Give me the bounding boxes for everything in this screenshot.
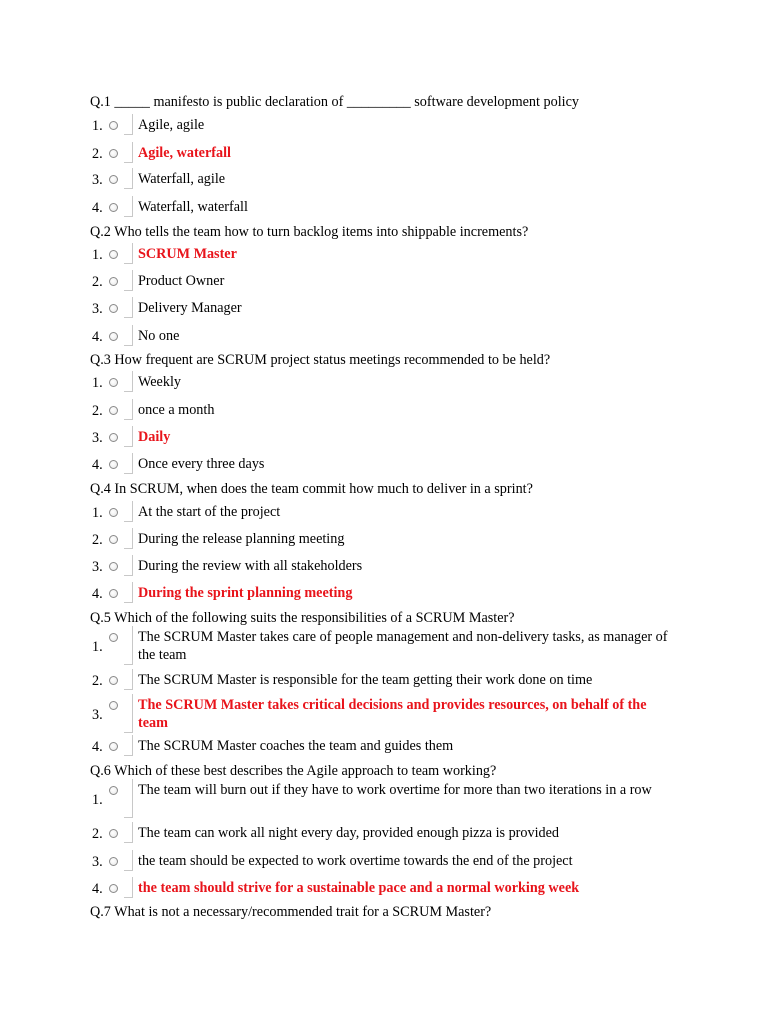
option-divider-tick bbox=[124, 263, 133, 264]
option-radio[interactable] bbox=[109, 857, 118, 866]
option-divider bbox=[132, 694, 133, 732]
question-text: Q.6 Which of these best describes the Agile approach to team working? bbox=[90, 763, 497, 779]
option-radio[interactable] bbox=[109, 406, 118, 415]
option-text: the team should be expected to work overtime towards the end of the project bbox=[138, 853, 573, 869]
option-divider-tick bbox=[124, 391, 133, 392]
option-text: Product Owner bbox=[138, 273, 225, 289]
option-divider bbox=[132, 243, 133, 263]
option-divider bbox=[132, 582, 133, 602]
option-radio[interactable] bbox=[109, 304, 118, 313]
option-divider-tick bbox=[124, 548, 133, 549]
option-divider-tick bbox=[124, 842, 133, 843]
option-divider-tick bbox=[124, 134, 133, 135]
option-number: 1. bbox=[92, 639, 103, 655]
option-text: During the review with all stakeholders bbox=[138, 558, 363, 574]
option-radio[interactable] bbox=[109, 175, 118, 184]
option-divider bbox=[132, 779, 133, 817]
option-divider-tick bbox=[124, 446, 133, 447]
option-divider bbox=[132, 850, 133, 870]
option-text: The SCRUM Master is responsible for the team getting their work done on time bbox=[138, 672, 593, 688]
option-divider-tick bbox=[124, 664, 133, 665]
option-divider-tick bbox=[124, 870, 133, 871]
option-number: 1. bbox=[92, 792, 103, 808]
option-radio[interactable] bbox=[109, 884, 118, 893]
option-divider-tick bbox=[124, 473, 133, 474]
option-divider bbox=[132, 555, 133, 575]
option-number: 1. bbox=[92, 505, 103, 521]
option-divider bbox=[132, 528, 133, 548]
question-text: Q.2 Who tells the team how to turn backlog items into shippable increments? bbox=[90, 224, 529, 240]
option-number: 2. bbox=[92, 146, 103, 162]
option-radio[interactable] bbox=[109, 277, 118, 286]
option-number: 2. bbox=[92, 673, 103, 689]
option-radio[interactable] bbox=[109, 149, 118, 158]
option-text: At the start of the project bbox=[138, 504, 281, 520]
option-divider-tick bbox=[124, 317, 133, 318]
option-number: 2. bbox=[92, 274, 103, 290]
option-divider-tick bbox=[124, 817, 133, 818]
option-divider bbox=[132, 626, 133, 664]
option-divider bbox=[132, 453, 133, 473]
option-text: Once every three days bbox=[138, 456, 265, 472]
question-text: Q.7 What is not a necessary/recommended trait for a SCRUM Master? bbox=[90, 904, 492, 920]
option-radio[interactable] bbox=[109, 203, 118, 212]
option-number: 4. bbox=[92, 329, 103, 345]
option-divider bbox=[132, 822, 133, 842]
option-divider bbox=[132, 114, 133, 134]
option-divider-tick bbox=[124, 897, 133, 898]
option-text: Delivery Manager bbox=[138, 300, 242, 316]
option-text-correct: Daily bbox=[138, 429, 171, 445]
option-text-correct: Agile, waterfall bbox=[138, 145, 231, 161]
option-divider bbox=[132, 877, 133, 897]
option-text-correct: SCRUM Master bbox=[138, 246, 237, 262]
option-divider-tick bbox=[124, 345, 133, 346]
option-radio[interactable] bbox=[109, 786, 118, 795]
option-number: 1. bbox=[92, 118, 103, 134]
option-radio[interactable] bbox=[109, 676, 118, 685]
option-text: Waterfall, agile bbox=[138, 171, 226, 187]
option-divider bbox=[132, 426, 133, 446]
option-divider bbox=[132, 669, 133, 689]
option-divider-tick bbox=[124, 689, 133, 690]
option-number: 4. bbox=[92, 586, 103, 602]
option-radio[interactable] bbox=[109, 332, 118, 341]
option-number: 3. bbox=[92, 707, 103, 723]
option-radio[interactable] bbox=[109, 121, 118, 130]
option-divider-tick bbox=[124, 162, 133, 163]
option-divider bbox=[132, 196, 133, 216]
option-radio[interactable] bbox=[109, 562, 118, 571]
option-number: 4. bbox=[92, 881, 103, 897]
question-text: Q.1 _____ manifesto is public declaration of _________ software development policy bbox=[90, 94, 579, 110]
option-number: 2. bbox=[92, 532, 103, 548]
option-divider bbox=[132, 501, 133, 521]
option-number: 4. bbox=[92, 457, 103, 473]
option-radio[interactable] bbox=[109, 250, 118, 259]
option-text: The SCRUM Master coaches the team and guides them bbox=[138, 738, 454, 754]
option-radio[interactable] bbox=[109, 589, 118, 598]
option-text: Weekly bbox=[138, 374, 181, 390]
option-number: 3. bbox=[92, 854, 103, 870]
option-radio[interactable] bbox=[109, 701, 118, 710]
option-divider bbox=[132, 168, 133, 188]
option-divider bbox=[132, 142, 133, 162]
option-number: 3. bbox=[92, 559, 103, 575]
option-text: Agile, agile bbox=[138, 117, 205, 133]
option-divider bbox=[132, 297, 133, 317]
option-number: 3. bbox=[92, 172, 103, 188]
option-text: The team will burn out if they have to work overtime for more than two iterations in a row bbox=[138, 782, 652, 798]
option-number: 3. bbox=[92, 301, 103, 317]
option-divider-tick bbox=[124, 732, 133, 733]
option-number: 4. bbox=[92, 200, 103, 216]
option-text: No one bbox=[138, 328, 180, 344]
option-radio[interactable] bbox=[109, 535, 118, 544]
option-divider bbox=[132, 399, 133, 419]
option-radio[interactable] bbox=[109, 378, 118, 387]
option-text: The SCRUM Master takes care of people management and non-delivery tasks, as manager of the team bbox=[138, 629, 668, 663]
option-text: once a month bbox=[138, 402, 215, 418]
option-radio[interactable] bbox=[109, 508, 118, 517]
option-number: 1. bbox=[92, 375, 103, 391]
option-text-correct: The SCRUM Master takes critical decisions and provides resources, on behalf of the team bbox=[138, 697, 647, 731]
option-text: During the release planning meeting bbox=[138, 531, 345, 547]
option-number: 3. bbox=[92, 430, 103, 446]
option-number: 4. bbox=[92, 739, 103, 755]
option-radio[interactable] bbox=[109, 829, 118, 838]
option-divider-tick bbox=[124, 419, 133, 420]
option-radio[interactable] bbox=[109, 742, 118, 751]
option-divider bbox=[132, 371, 133, 391]
option-divider-tick bbox=[124, 216, 133, 217]
option-radio[interactable] bbox=[109, 460, 118, 469]
option-divider bbox=[132, 325, 133, 345]
option-number: 1. bbox=[92, 247, 103, 263]
option-number: 2. bbox=[92, 826, 103, 842]
option-divider-tick bbox=[124, 602, 133, 603]
option-radio[interactable] bbox=[109, 433, 118, 442]
option-divider-tick bbox=[124, 290, 133, 291]
option-number: 2. bbox=[92, 403, 103, 419]
option-radio[interactable] bbox=[109, 633, 118, 642]
question-text: Q.3 How frequent are SCRUM project status meetings recommended to be held? bbox=[90, 352, 551, 368]
option-divider-tick bbox=[124, 188, 133, 189]
option-text-correct: During the sprint planning meeting bbox=[138, 585, 353, 601]
option-divider bbox=[132, 270, 133, 290]
option-divider bbox=[132, 735, 133, 755]
option-divider-tick bbox=[124, 755, 133, 756]
option-text: The team can work all night every day, provided enough pizza is provided bbox=[138, 825, 560, 841]
question-text: Q.4 In SCRUM, when does the team commit how much to deliver in a sprint? bbox=[90, 481, 533, 497]
option-divider-tick bbox=[124, 575, 133, 576]
option-divider-tick bbox=[124, 521, 133, 522]
option-text: Waterfall, waterfall bbox=[138, 199, 248, 215]
option-text-correct: the team should strive for a sustainable pace and a normal working week bbox=[138, 880, 580, 896]
question-text: Q.5 Which of the following suits the responsibilities of a SCRUM Master? bbox=[90, 610, 515, 626]
